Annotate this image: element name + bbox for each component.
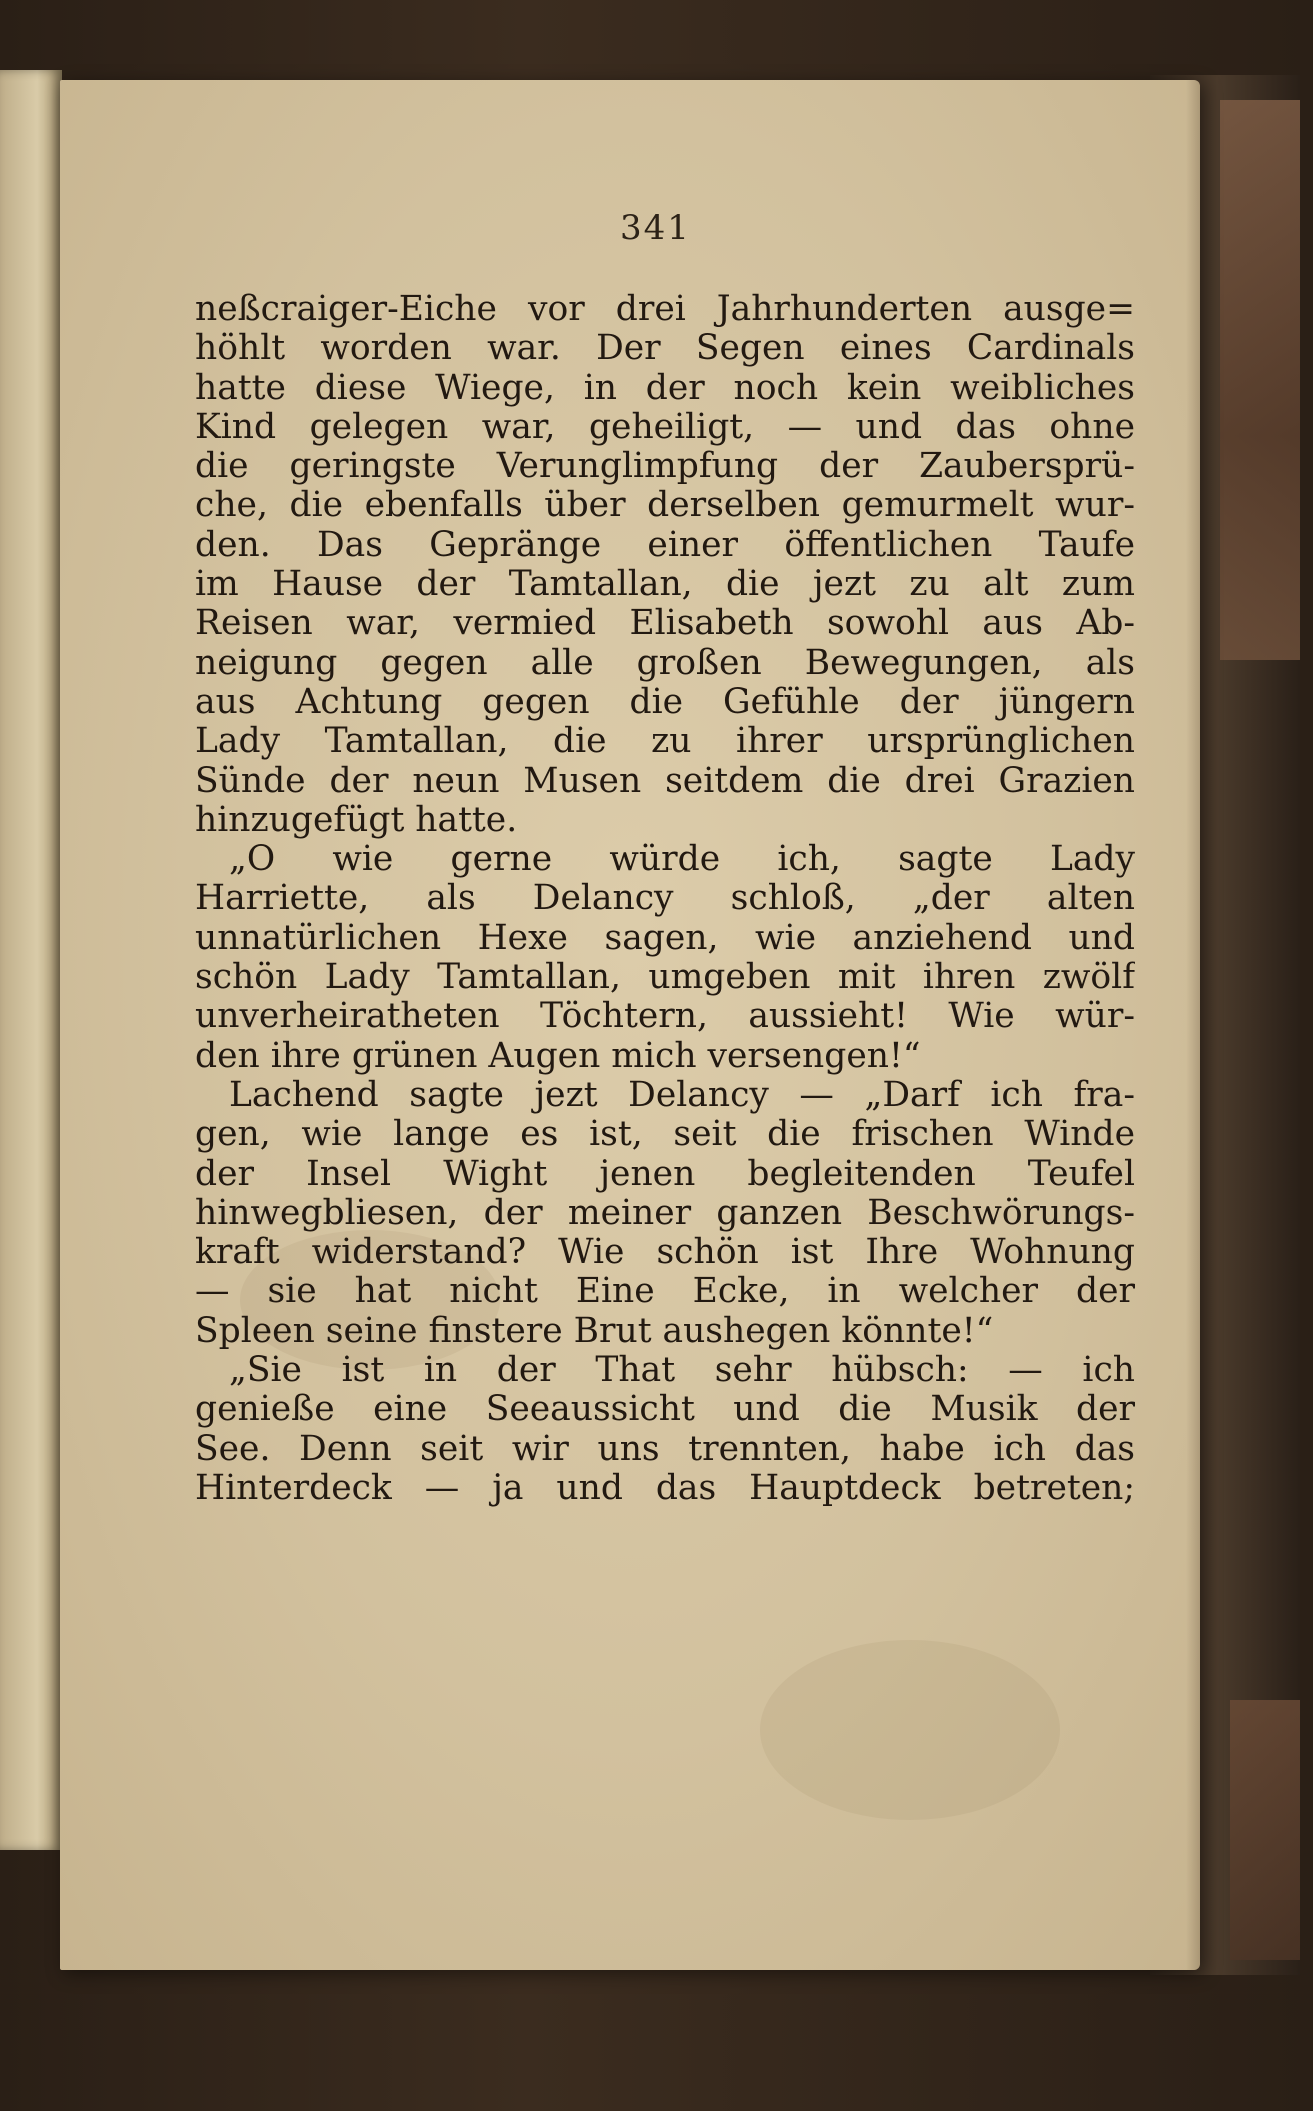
page-number: 341 — [620, 208, 691, 248]
text-line: neßcraiger-Eiche vor drei Jahrhunderten ausge= — [195, 290, 1135, 329]
text-line: den ihre grünen Augen mich versengen!“ — [195, 1036, 921, 1076]
paper-stain — [760, 1640, 1060, 1820]
text-line: unnatürlichen Hexe sagen, wie anziehend und — [195, 918, 1135, 958]
text-line: unverheiratheten Töchtern, aussieht! Wie wür- — [195, 997, 1135, 1037]
book-page — [60, 80, 1200, 1970]
text-line: neigung gegen alle großen Bewegungen, als — [195, 643, 1135, 683]
text-line: hatte diese Wiege, in der noch kein weibliches — [195, 368, 1135, 408]
text-line: „O wie gerne würde ich, sagte Lady — [229, 840, 1135, 880]
text-line: kraft widerstand? Wie schön ist Ihre Wohnung — [195, 1233, 1135, 1273]
facing-page-edge — [0, 70, 62, 1850]
text-line: der Insel Wight jenen begleitenden Teufel — [195, 1154, 1135, 1194]
text-line: Sünde der neun Musen seitdem die drei Grazien — [195, 761, 1135, 801]
text-line: „Sie ist in der That sehr hübsch: — ich — [229, 1351, 1135, 1391]
body-text — [195, 290, 1135, 1508]
cover-leather-patch-lower — [1230, 1700, 1300, 1960]
text-line: See. Denn seit wir uns trennten, habe ich das — [195, 1429, 1135, 1469]
text-line: Hinterdeck — ja und das Hauptdeck betreten; — [195, 1468, 1135, 1508]
text-line: Reisen war, vermied Elisabeth sowohl aus Ab- — [195, 604, 1135, 644]
text-line: die geringste Verunglimpfung der Zaubersprü- — [195, 447, 1135, 487]
text-line: che, die ebenfalls über derselben gemurmelt wur- — [195, 486, 1135, 526]
text-line: im Hause der Tamtallan, die jezt zu alt zum — [195, 565, 1135, 605]
text-line: Lady Tamtallan, die zu ihrer ursprünglichen — [195, 722, 1135, 762]
text-line: — sie hat nicht Eine Ecke, in welcher der — [195, 1272, 1135, 1312]
text-line: den. Das Gepränge einer öffentlichen Taufe — [195, 525, 1135, 565]
page-edge-shadow — [1186, 80, 1200, 1970]
text-line: schön Lady Tamtallan, umgeben mit ihren zwölf — [195, 958, 1135, 998]
text-line: Harriette, als Delancy schloß, „der alten — [195, 879, 1135, 919]
text-line: hinzugefügt hatte. — [195, 800, 518, 840]
text-line: Kind gelegen war, geheiligt, — und das ohne — [195, 407, 1135, 447]
text-line: genieße eine Seeaussicht und die Musik der — [195, 1390, 1135, 1430]
cover-leather-patch — [1220, 100, 1300, 660]
text-line: aus Achtung gegen die Gefühle der jüngern — [195, 682, 1135, 722]
text-line: höhlt worden war. Der Segen eines Cardinals — [195, 329, 1135, 369]
text-line: Lachend sagte jezt Delancy — „Darf ich fra- — [229, 1075, 1135, 1115]
text-line: hinwegbliesen, der meiner ganzen Beschwörungs- — [195, 1193, 1135, 1233]
text-line: Spleen seine finstere Brut aushegen könnte!“ — [195, 1311, 994, 1351]
text-line: gen, wie lange es ist, seit die frischen Winde — [195, 1115, 1135, 1155]
